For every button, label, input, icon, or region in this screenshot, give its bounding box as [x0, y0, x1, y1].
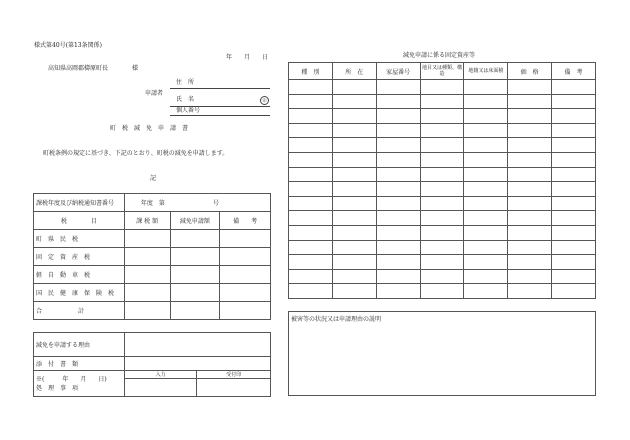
damage-table [288, 311, 596, 396]
assets-header-house-no: 家屋番号 [376, 63, 420, 80]
form-number: 様式第40号(第13条関係) [34, 42, 102, 49]
assets-cell[interactable] [376, 225, 420, 240]
assets-cell[interactable] [508, 269, 552, 284]
tax-row-label: 国 民 健 康 保 険 税 [34, 284, 125, 302]
input-stamp-box[interactable] [124, 379, 197, 397]
assets-cell[interactable] [420, 109, 464, 124]
assets-cell[interactable] [289, 269, 333, 284]
receipt-stamp-box[interactable] [197, 379, 271, 397]
assets-row [289, 94, 596, 109]
mark-line: ※( 年 月 日) [36, 375, 107, 383]
assets-cell[interactable] [376, 123, 420, 138]
applicant-label: 申請者 [145, 90, 164, 97]
assets-cell[interactable] [508, 196, 552, 211]
assets-cell[interactable] [332, 284, 376, 299]
assets-cell[interactable] [508, 167, 552, 182]
assets-cell[interactable] [289, 240, 333, 255]
damage-label: 被害等の状況又は申請理由の説明 [291, 316, 382, 323]
assets-cell[interactable] [289, 138, 333, 153]
assets-cell[interactable] [464, 182, 508, 197]
assets-cell[interactable] [420, 94, 464, 109]
assets-cell[interactable] [332, 240, 376, 255]
cell-input[interactable] [124, 248, 170, 266]
assets-cell[interactable] [552, 284, 596, 299]
assets-cell[interactable] [289, 211, 333, 226]
assets-cell[interactable] [508, 182, 552, 197]
assets-cell[interactable] [508, 225, 552, 240]
assets-cell[interactable] [332, 182, 376, 197]
assets-caption: 減免申請に係る固定資産等 [403, 52, 476, 59]
assets-table [288, 62, 596, 299]
assets-cell[interactable] [552, 269, 596, 284]
assets-cell[interactable] [332, 123, 376, 138]
assets-cell[interactable] [289, 182, 333, 197]
assets-row [289, 138, 596, 153]
assets-cell[interactable] [420, 255, 464, 270]
assets-cell[interactable] [552, 80, 596, 95]
assets-cell[interactable] [464, 167, 508, 182]
assets-cell[interactable] [289, 109, 333, 124]
assets-cell[interactable] [332, 269, 376, 284]
assets-cell[interactable] [552, 167, 596, 182]
id-line[interactable] [170, 115, 270, 116]
cell-input[interactable] [220, 302, 271, 320]
assets-header-location: 所 在 [332, 63, 376, 80]
assets-cell[interactable] [508, 211, 552, 226]
assets-cell[interactable] [289, 196, 333, 211]
assets-row [289, 152, 596, 167]
address-line[interactable] [170, 88, 270, 89]
assets-cell[interactable] [332, 167, 376, 182]
name-label: 氏 名 [176, 96, 195, 103]
receipt-header: 受付印 [197, 371, 271, 379]
assets-cell[interactable] [332, 109, 376, 124]
assets-header-price: 価 格 [508, 63, 552, 80]
assets-cell[interactable] [552, 109, 596, 124]
header-assessed: 課 税 額 [124, 212, 170, 230]
assets-cell[interactable] [508, 80, 552, 95]
assets-cell[interactable] [289, 123, 333, 138]
assets-cell[interactable] [332, 138, 376, 153]
assets-cell[interactable] [332, 80, 376, 95]
tax-row-label: 固 定 資 産 税 [34, 248, 125, 266]
reason-table [33, 332, 271, 371]
tax-row-label: 町 県 民 税 [34, 230, 125, 248]
tax-table [33, 193, 271, 320]
assets-header-category: 地目又は種類、構造 [420, 63, 464, 80]
assets-row [289, 167, 596, 182]
assets-row [289, 284, 596, 299]
year-row-label: 課税年度及び納税通知書番号 [34, 194, 125, 212]
assets-cell[interactable] [289, 225, 333, 240]
assets-cell[interactable] [464, 284, 508, 299]
assets-cell[interactable] [420, 269, 464, 284]
assets-cell[interactable] [420, 80, 464, 95]
assets-cell[interactable] [508, 123, 552, 138]
cell-input[interactable] [124, 284, 170, 302]
id-label: 個人番号 [176, 107, 201, 114]
cell-input[interactable] [170, 248, 220, 266]
assets-cell[interactable] [376, 211, 420, 226]
header-remarks: 備 考 [220, 212, 271, 230]
cell-input[interactable] [170, 230, 220, 248]
intro-text: 町税条例の規定に基づき、下記のとおり、町税の減免を申請します。 [43, 150, 229, 157]
assets-cell[interactable] [289, 94, 333, 109]
year-row-value[interactable]: 年度 第 号 [124, 194, 270, 212]
assets-cell[interactable] [420, 123, 464, 138]
assets-cell[interactable] [464, 269, 508, 284]
addressee: 高知県高岡郡檮原町長 様 [48, 65, 139, 72]
assets-cell[interactable] [332, 225, 376, 240]
assets-cell[interactable] [289, 255, 333, 270]
assets-cell[interactable] [376, 109, 420, 124]
assets-cell[interactable] [552, 225, 596, 240]
assets-cell[interactable] [289, 167, 333, 182]
assets-cell[interactable] [376, 284, 420, 299]
assets-cell[interactable] [376, 240, 420, 255]
assets-row [289, 80, 596, 95]
assets-cell[interactable] [552, 152, 596, 167]
assets-cell[interactable] [552, 138, 596, 153]
assets-cell[interactable] [464, 138, 508, 153]
process-label: 処 理 事 項 [36, 384, 79, 392]
cell-input[interactable] [124, 266, 170, 284]
assets-cell[interactable] [420, 167, 464, 182]
assets-row [289, 225, 596, 240]
assets-cell[interactable] [420, 182, 464, 197]
seal-icon: 印 [260, 96, 269, 105]
cell-input[interactable] [220, 248, 271, 266]
assets-cell[interactable] [508, 94, 552, 109]
address-label: 住 所 [176, 79, 195, 86]
assets-cell[interactable] [464, 152, 508, 167]
cell-input[interactable] [220, 266, 271, 284]
docs-label: 添 付 書 類 [34, 357, 125, 371]
damage-box[interactable] [289, 312, 596, 396]
assets-cell[interactable] [552, 255, 596, 270]
assets-cell[interactable] [552, 123, 596, 138]
assets-cell[interactable] [332, 196, 376, 211]
assets-cell[interactable] [332, 255, 376, 270]
assets-row [289, 269, 596, 284]
assets-cell[interactable] [420, 240, 464, 255]
assets-cell[interactable] [376, 80, 420, 95]
assets-cell[interactable] [552, 182, 596, 197]
assets-cell[interactable] [464, 196, 508, 211]
assets-cell[interactable] [420, 211, 464, 226]
assets-cell[interactable] [464, 255, 508, 270]
assets-row [289, 196, 596, 211]
assets-cell[interactable] [289, 152, 333, 167]
assets-cell[interactable] [464, 211, 508, 226]
assets-cell[interactable] [376, 94, 420, 109]
docs-input[interactable] [124, 357, 270, 371]
cell-input[interactable] [170, 266, 220, 284]
office-table [33, 370, 271, 397]
assets-cell[interactable] [464, 109, 508, 124]
assets-cell[interactable] [376, 138, 420, 153]
assets-cell[interactable] [420, 138, 464, 153]
assets-header-type: 種 別 [289, 63, 333, 80]
assets-cell[interactable] [376, 269, 420, 284]
assets-cell[interactable] [376, 196, 420, 211]
assets-cell[interactable] [376, 255, 420, 270]
assets-row [289, 109, 596, 124]
assets-cell[interactable] [376, 182, 420, 197]
assets-header-area: 地籍又は床面積 [464, 63, 508, 80]
assets-cell[interactable] [376, 167, 420, 182]
header-tax-item: 税 目 [34, 212, 125, 230]
office-use [34, 371, 125, 397]
assets-cell[interactable] [464, 240, 508, 255]
assets-cell[interactable] [508, 152, 552, 167]
assets-cell[interactable] [420, 225, 464, 240]
assets-row [289, 123, 596, 138]
reason-input[interactable] [124, 333, 270, 357]
assets-cell[interactable] [508, 240, 552, 255]
assets-row [289, 211, 596, 226]
assets-cell[interactable] [508, 284, 552, 299]
assets-header-remarks: 備 考 [552, 63, 596, 80]
assets-cell[interactable] [420, 196, 464, 211]
assets-row [289, 240, 596, 255]
assets-cell[interactable] [552, 94, 596, 109]
cell-input[interactable] [124, 302, 170, 320]
assets-cell[interactable] [464, 94, 508, 109]
assets-cell[interactable] [420, 152, 464, 167]
assets-cell[interactable] [464, 80, 508, 95]
reason-label: 減免を申請する理由 [34, 333, 125, 357]
cell-input[interactable] [170, 302, 220, 320]
assets-cell[interactable] [464, 225, 508, 240]
tax-row-label: 軽 自 動 車 税 [34, 266, 125, 284]
assets-cell[interactable] [376, 152, 420, 167]
assets-cell[interactable] [332, 152, 376, 167]
assets-cell[interactable] [289, 80, 333, 95]
assets-cell[interactable] [552, 211, 596, 226]
assets-cell[interactable] [332, 94, 376, 109]
assets-cell[interactable] [508, 109, 552, 124]
ki-label: 記 [150, 175, 157, 182]
cell-input[interactable] [220, 230, 271, 248]
assets-row [289, 182, 596, 197]
assets-cell[interactable] [289, 284, 333, 299]
doc-title: 町 税 減 免 申 請 書 [110, 125, 189, 132]
input-header: 入力 [124, 371, 197, 379]
assets-row [289, 255, 596, 270]
cell-input[interactable] [220, 284, 271, 302]
cell-input[interactable] [124, 230, 170, 248]
assets-cell[interactable] [508, 138, 552, 153]
date-field[interactable]: 年 月 日 [226, 54, 269, 61]
assets-cell[interactable] [332, 211, 376, 226]
cell-input[interactable] [170, 284, 220, 302]
tax-row-label: 合 計 [34, 302, 125, 320]
assets-cell[interactable] [552, 240, 596, 255]
assets-cell[interactable] [552, 196, 596, 211]
header-reduction: 減免申請額 [170, 212, 220, 230]
assets-cell[interactable] [464, 123, 508, 138]
assets-cell[interactable] [508, 255, 552, 270]
assets-cell[interactable] [420, 284, 464, 299]
